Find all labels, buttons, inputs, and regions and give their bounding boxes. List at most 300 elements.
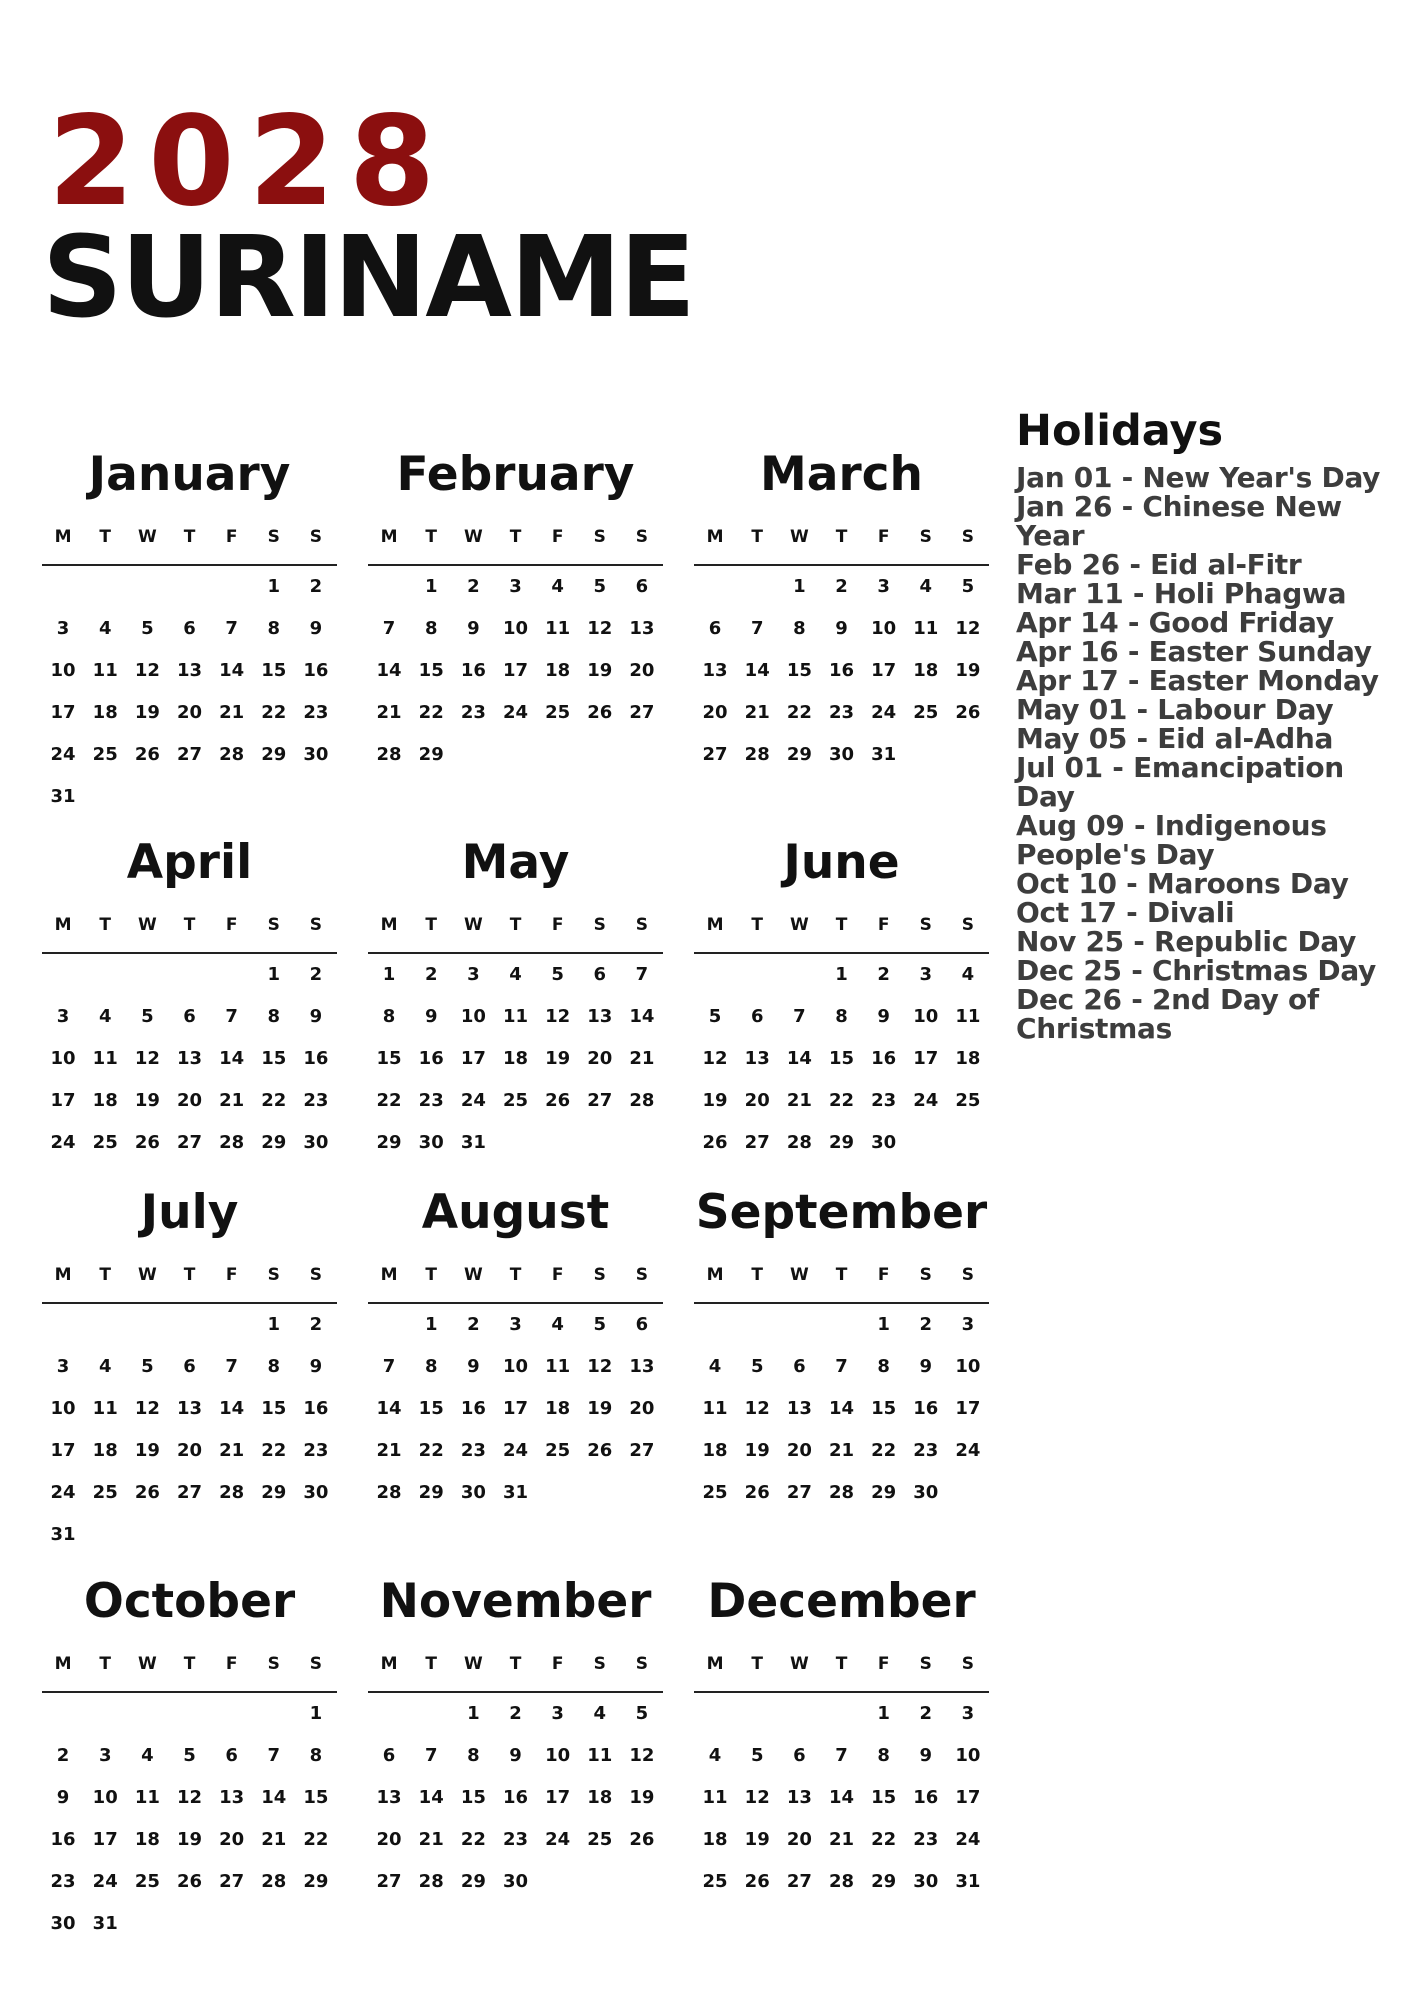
- day-cell: 2: [424, 964, 438, 985]
- day-cell: 17: [871, 660, 897, 681]
- month-september: [694, 1178, 989, 1514]
- weekday-label: M: [54, 1265, 72, 1285]
- day-cell: 4: [98, 1006, 112, 1027]
- weekday-header: [368, 510, 663, 566]
- day-cell: 22: [871, 1829, 897, 1850]
- weekday-label: T: [509, 527, 522, 547]
- day-cell: 17: [502, 1398, 529, 1419]
- day-cell: 27: [786, 1871, 812, 1892]
- day-cell: 11: [134, 1787, 160, 1808]
- day-cell: 13: [786, 1787, 812, 1808]
- day-cell: 28: [219, 1482, 245, 1503]
- day-cell: 28: [828, 1871, 855, 1892]
- day-cell: 20: [587, 1048, 613, 1069]
- day-cell: 10: [460, 1006, 486, 1027]
- day-cell: 1: [877, 1314, 890, 1335]
- day-cell: 1: [267, 1314, 281, 1335]
- day-cell: 24: [502, 1440, 529, 1461]
- day-cell: 3: [509, 1314, 522, 1335]
- month-june: [694, 828, 989, 1164]
- day-cell: 22: [786, 702, 812, 723]
- weekday-label: F: [877, 1654, 890, 1674]
- day-cell: 14: [261, 1787, 287, 1808]
- day-cell: 17: [502, 660, 529, 681]
- day-cell: 11: [92, 1398, 118, 1419]
- weekday-header: [694, 510, 989, 566]
- day-cell: 4: [919, 576, 933, 597]
- day-grid: [42, 1693, 337, 1945]
- day-cell: 6: [183, 618, 196, 639]
- month-name: March: [760, 447, 923, 502]
- weekday-label: M: [706, 527, 724, 547]
- weekday-label: S: [309, 1654, 323, 1674]
- weekday-header: [694, 898, 989, 954]
- day-cell: 21: [219, 1090, 245, 1111]
- day-cell: 7: [225, 1006, 238, 1027]
- weekday-label: T: [751, 1654, 764, 1674]
- day-cell: 6: [593, 964, 607, 985]
- weekday-label: M: [380, 915, 398, 935]
- day-cell: 27: [702, 744, 728, 765]
- day-cell: 25: [955, 1090, 981, 1111]
- day-cell: 11: [587, 1745, 613, 1766]
- weekday-label: F: [551, 1654, 564, 1674]
- weekday-label: S: [267, 527, 280, 547]
- day-cell: 10: [955, 1745, 981, 1766]
- day-cell: 1: [424, 1314, 438, 1335]
- day-cell: 13: [587, 1006, 613, 1027]
- day-cell: 13: [176, 1398, 203, 1419]
- holiday-item: Nov 25 - Republic Day: [1016, 925, 1357, 958]
- day-cell: 4: [961, 964, 975, 985]
- day-cell: 21: [261, 1829, 287, 1850]
- weekday-label: W: [789, 1265, 809, 1285]
- day-cell: 29: [871, 1482, 897, 1503]
- day-cell: 27: [587, 1090, 613, 1111]
- day-cell: 9: [835, 618, 848, 639]
- day-cell: 29: [261, 1132, 287, 1153]
- weekday-label: W: [463, 527, 483, 547]
- day-cell: 28: [744, 744, 770, 765]
- month-august: [368, 1178, 663, 1514]
- day-cell: 6: [793, 1356, 806, 1377]
- day-cell: 13: [376, 1787, 402, 1808]
- day-cell: 18: [545, 1398, 571, 1419]
- day-grid: [42, 566, 337, 818]
- day-cell: 12: [744, 1398, 770, 1419]
- day-cell: 31: [502, 1482, 529, 1503]
- day-cell: 8: [467, 1745, 480, 1766]
- day-cell: 23: [418, 1090, 444, 1111]
- day-cell: 31: [460, 1132, 486, 1153]
- day-cell: 25: [702, 1871, 728, 1892]
- day-cell: 29: [460, 1871, 486, 1892]
- month-name: May: [461, 835, 570, 890]
- day-cell: 3: [551, 1703, 564, 1724]
- day-cell: 5: [961, 576, 975, 597]
- day-cell: 7: [267, 1745, 281, 1766]
- day-cell: 4: [509, 964, 522, 985]
- weekday-label: W: [137, 527, 157, 547]
- holiday-item: Oct 17 - Divali: [1016, 896, 1235, 929]
- day-cell: 21: [219, 702, 245, 723]
- month-name: April: [126, 835, 253, 890]
- day-cell: 26: [587, 1440, 613, 1461]
- day-grid: [368, 954, 663, 1164]
- day-cell: 17: [50, 1440, 76, 1461]
- weekday-label: M: [706, 1654, 724, 1674]
- day-cell: 12: [176, 1787, 203, 1808]
- holiday-item: Jul 01 - Emancipation Day: [1016, 751, 1344, 813]
- holiday-item: Apr 17 - Easter Monday: [1016, 664, 1379, 697]
- day-cell: 28: [376, 744, 402, 765]
- day-cell: 1: [467, 1703, 480, 1724]
- day-cell: 20: [176, 1440, 203, 1461]
- day-cell: 5: [708, 1006, 722, 1027]
- weekday-label: S: [919, 1265, 932, 1285]
- day-cell: 16: [50, 1829, 76, 1850]
- day-cell: 26: [134, 744, 160, 765]
- day-grid: [368, 566, 663, 776]
- month-name: November: [379, 1574, 652, 1629]
- day-cell: 4: [551, 576, 564, 597]
- weekday-label: S: [635, 1654, 649, 1674]
- weekday-label: T: [99, 915, 112, 935]
- day-cell: 22: [261, 1090, 287, 1111]
- day-cell: 20: [219, 1829, 245, 1850]
- day-cell: 1: [793, 576, 806, 597]
- day-cell: 4: [708, 1356, 722, 1377]
- weekday-label: W: [789, 1654, 809, 1674]
- day-cell: 26: [587, 702, 613, 723]
- weekday-label: S: [593, 1265, 606, 1285]
- weekday-header: [694, 1248, 989, 1304]
- holiday-item: Apr 14 - Good Friday: [1016, 606, 1334, 639]
- day-cell: 26: [955, 702, 981, 723]
- holidays-list: [1016, 463, 1401, 1043]
- weekday-label: S: [919, 527, 932, 547]
- day-cell: 17: [460, 1048, 486, 1069]
- day-cell: 10: [955, 1356, 981, 1377]
- weekday-label: T: [425, 1654, 438, 1674]
- weekday-label: M: [54, 915, 72, 935]
- day-cell: 12: [702, 1048, 728, 1069]
- day-cell: 3: [919, 964, 933, 985]
- month-july: [42, 1178, 337, 1556]
- day-cell: 8: [877, 1745, 890, 1766]
- day-cell: 27: [629, 702, 655, 723]
- day-cell: 14: [219, 1048, 245, 1069]
- holiday-item: Apr 16 - Easter Sunday: [1016, 635, 1372, 668]
- weekday-label: T: [99, 527, 112, 547]
- day-cell: 19: [587, 660, 613, 681]
- day-cell: 8: [424, 1356, 438, 1377]
- day-cell: 18: [545, 660, 571, 681]
- holiday-item: Mar 11 - Holi Phagwa: [1016, 577, 1347, 610]
- weekday-label: S: [635, 1265, 649, 1285]
- day-cell: 16: [460, 660, 486, 681]
- day-cell: 29: [871, 1871, 897, 1892]
- day-cell: 9: [309, 1356, 323, 1377]
- day-cell: 1: [424, 576, 438, 597]
- day-cell: 9: [467, 618, 480, 639]
- day-cell: 30: [871, 1132, 897, 1153]
- day-cell: 25: [545, 702, 571, 723]
- day-cell: 27: [176, 1132, 203, 1153]
- weekday-label: S: [961, 1265, 975, 1285]
- day-cell: 12: [744, 1787, 770, 1808]
- weekday-label: S: [267, 1654, 280, 1674]
- day-cell: 26: [176, 1871, 203, 1892]
- day-cell: 22: [460, 1829, 486, 1850]
- day-cell: 6: [183, 1356, 196, 1377]
- weekday-label: S: [267, 915, 280, 935]
- day-cell: 2: [877, 964, 890, 985]
- weekday-label: F: [551, 1265, 564, 1285]
- day-cell: 30: [913, 1871, 939, 1892]
- day-cell: 27: [219, 1871, 245, 1892]
- day-cell: 8: [267, 618, 281, 639]
- month-name: January: [88, 447, 291, 502]
- day-cell: 10: [913, 1006, 939, 1027]
- day-cell: 21: [629, 1048, 655, 1069]
- day-cell: 26: [134, 1482, 160, 1503]
- day-cell: 24: [50, 1482, 76, 1503]
- month-february: [368, 440, 663, 776]
- day-cell: 14: [828, 1398, 855, 1419]
- day-cell: 3: [467, 964, 480, 985]
- day-cell: 18: [502, 1048, 529, 1069]
- day-cell: 18: [134, 1829, 160, 1850]
- day-cell: 25: [587, 1829, 613, 1850]
- year-heading: 2028: [48, 90, 450, 234]
- month-january: [42, 440, 337, 818]
- day-cell: 15: [418, 1398, 444, 1419]
- holiday-item: May 01 - Labour Day: [1016, 693, 1334, 726]
- day-cell: 28: [786, 1132, 812, 1153]
- day-cell: 29: [418, 1482, 444, 1503]
- weekday-header: [368, 898, 663, 954]
- day-cell: 27: [629, 1440, 655, 1461]
- weekday-label: F: [551, 527, 564, 547]
- weekday-label: T: [183, 915, 196, 935]
- day-cell: 15: [871, 1398, 897, 1419]
- day-cell: 12: [587, 1356, 613, 1377]
- day-cell: 7: [750, 618, 764, 639]
- month-march: [694, 440, 989, 776]
- day-cell: 6: [183, 1006, 196, 1027]
- day-cell: 24: [460, 1090, 486, 1111]
- day-cell: 15: [261, 1048, 287, 1069]
- day-cell: 28: [219, 1132, 245, 1153]
- day-cell: 11: [92, 660, 118, 681]
- day-cell: 18: [702, 1440, 728, 1461]
- day-cell: 24: [545, 1829, 571, 1850]
- day-cell: 24: [50, 744, 76, 765]
- day-cell: 28: [376, 1482, 402, 1503]
- day-cell: 26: [629, 1829, 655, 1850]
- day-cell: 18: [92, 1090, 118, 1111]
- day-cell: 20: [744, 1090, 770, 1111]
- holiday-item: Dec 25 - Christmas Day: [1016, 954, 1377, 987]
- month-november: [368, 1567, 663, 1903]
- day-cell: 30: [913, 1482, 939, 1503]
- weekday-label: T: [751, 915, 764, 935]
- day-cell: 7: [225, 618, 238, 639]
- day-cell: 1: [835, 964, 848, 985]
- day-cell: 30: [460, 1482, 486, 1503]
- day-cell: 13: [176, 660, 203, 681]
- day-cell: 11: [502, 1006, 529, 1027]
- day-cell: 10: [502, 1356, 529, 1377]
- day-cell: 2: [56, 1745, 70, 1766]
- day-cell: 19: [545, 1048, 571, 1069]
- day-cell: 24: [502, 702, 529, 723]
- day-cell: 3: [56, 1356, 70, 1377]
- weekday-label: T: [751, 1265, 764, 1285]
- weekday-label: W: [463, 1265, 483, 1285]
- day-cell: 13: [702, 660, 728, 681]
- day-cell: 23: [303, 702, 329, 723]
- day-cell: 30: [418, 1132, 444, 1153]
- day-cell: 6: [225, 1745, 238, 1766]
- day-cell: 8: [877, 1356, 890, 1377]
- day-cell: 20: [629, 1398, 655, 1419]
- day-grid: [42, 954, 337, 1164]
- day-cell: 7: [424, 1745, 438, 1766]
- weekday-header: [42, 898, 337, 954]
- weekday-label: S: [267, 1265, 280, 1285]
- day-cell: 10: [50, 660, 76, 681]
- day-cell: 8: [309, 1745, 323, 1766]
- weekday-label: W: [789, 915, 809, 935]
- day-cell: 12: [545, 1006, 571, 1027]
- day-cell: 23: [303, 1440, 329, 1461]
- day-cell: 12: [955, 618, 981, 639]
- day-cell: 10: [871, 618, 897, 639]
- day-cell: 29: [261, 1482, 287, 1503]
- day-cell: 7: [382, 618, 396, 639]
- day-cell: 20: [786, 1829, 812, 1850]
- day-cell: 14: [744, 660, 770, 681]
- weekday-label: M: [706, 1265, 724, 1285]
- month-name: June: [783, 835, 900, 890]
- day-cell: 7: [835, 1745, 848, 1766]
- day-cell: 20: [376, 1829, 402, 1850]
- day-cell: 23: [50, 1871, 76, 1892]
- day-cell: 15: [261, 660, 287, 681]
- day-cell: 5: [635, 1703, 649, 1724]
- weekday-label: T: [835, 1654, 848, 1674]
- day-cell: 29: [303, 1871, 329, 1892]
- day-cell: 11: [955, 1006, 981, 1027]
- weekday-label: M: [54, 1654, 72, 1674]
- day-cell: 28: [219, 744, 245, 765]
- day-cell: 19: [134, 702, 160, 723]
- weekday-label: S: [919, 1654, 932, 1674]
- day-cell: 15: [828, 1048, 855, 1069]
- day-cell: 4: [141, 1745, 154, 1766]
- day-cell: 15: [376, 1048, 402, 1069]
- day-cell: 16: [828, 660, 855, 681]
- day-cell: 8: [267, 1006, 281, 1027]
- day-cell: 18: [92, 702, 118, 723]
- day-cell: 17: [913, 1048, 939, 1069]
- day-cell: 23: [502, 1829, 529, 1850]
- weekday-label: F: [225, 1265, 238, 1285]
- weekday-label: T: [183, 527, 196, 547]
- weekday-label: M: [380, 1654, 398, 1674]
- day-cell: 26: [545, 1090, 571, 1111]
- month-name: October: [83, 1574, 296, 1629]
- weekday-label: M: [380, 1265, 398, 1285]
- day-cell: 9: [919, 1356, 933, 1377]
- day-cell: 23: [303, 1090, 329, 1111]
- day-cell: 21: [786, 1090, 812, 1111]
- day-cell: 13: [176, 1048, 203, 1069]
- day-cell: 30: [50, 1913, 76, 1934]
- day-cell: 2: [309, 1314, 323, 1335]
- day-cell: 13: [629, 618, 655, 639]
- day-cell: 19: [744, 1440, 770, 1461]
- day-cell: 19: [744, 1829, 770, 1850]
- day-cell: 4: [708, 1745, 722, 1766]
- day-cell: 29: [828, 1132, 855, 1153]
- day-cell: 30: [303, 1132, 329, 1153]
- day-cell: 10: [50, 1048, 76, 1069]
- day-cell: 11: [92, 1048, 118, 1069]
- day-cell: 21: [418, 1829, 444, 1850]
- day-cell: 31: [871, 744, 897, 765]
- day-cell: 21: [376, 702, 402, 723]
- day-cell: 27: [376, 1871, 402, 1892]
- day-cell: 5: [593, 576, 607, 597]
- holiday-item: Oct 10 - Maroons Day: [1016, 867, 1349, 900]
- weekday-label: T: [835, 915, 848, 935]
- day-cell: 5: [141, 1356, 154, 1377]
- day-cell: 25: [92, 1132, 118, 1153]
- day-grid: [42, 1304, 337, 1556]
- day-cell: 4: [551, 1314, 564, 1335]
- day-cell: 31: [50, 786, 76, 807]
- day-grid: [368, 1693, 663, 1903]
- day-cell: 17: [955, 1398, 981, 1419]
- day-cell: 27: [786, 1482, 812, 1503]
- day-cell: 30: [828, 744, 855, 765]
- day-cell: 13: [744, 1048, 770, 1069]
- day-cell: 24: [92, 1871, 118, 1892]
- weekday-label: S: [593, 915, 606, 935]
- day-grid: [694, 1693, 989, 1903]
- day-cell: 3: [509, 576, 522, 597]
- day-cell: 16: [502, 1787, 529, 1808]
- weekday-header: [694, 1637, 989, 1693]
- day-cell: 2: [467, 576, 480, 597]
- weekday-label: T: [425, 915, 438, 935]
- day-cell: 22: [376, 1090, 402, 1111]
- month-april: [42, 828, 337, 1164]
- day-cell: 26: [702, 1132, 728, 1153]
- day-cell: 7: [225, 1356, 238, 1377]
- weekday-label: S: [593, 527, 606, 547]
- day-cell: 31: [92, 1913, 118, 1934]
- day-cell: 27: [744, 1132, 770, 1153]
- day-cell: 17: [50, 1090, 76, 1111]
- day-cell: 13: [786, 1398, 812, 1419]
- weekday-label: F: [225, 915, 238, 935]
- weekday-label: S: [309, 915, 323, 935]
- weekday-label: S: [593, 1654, 606, 1674]
